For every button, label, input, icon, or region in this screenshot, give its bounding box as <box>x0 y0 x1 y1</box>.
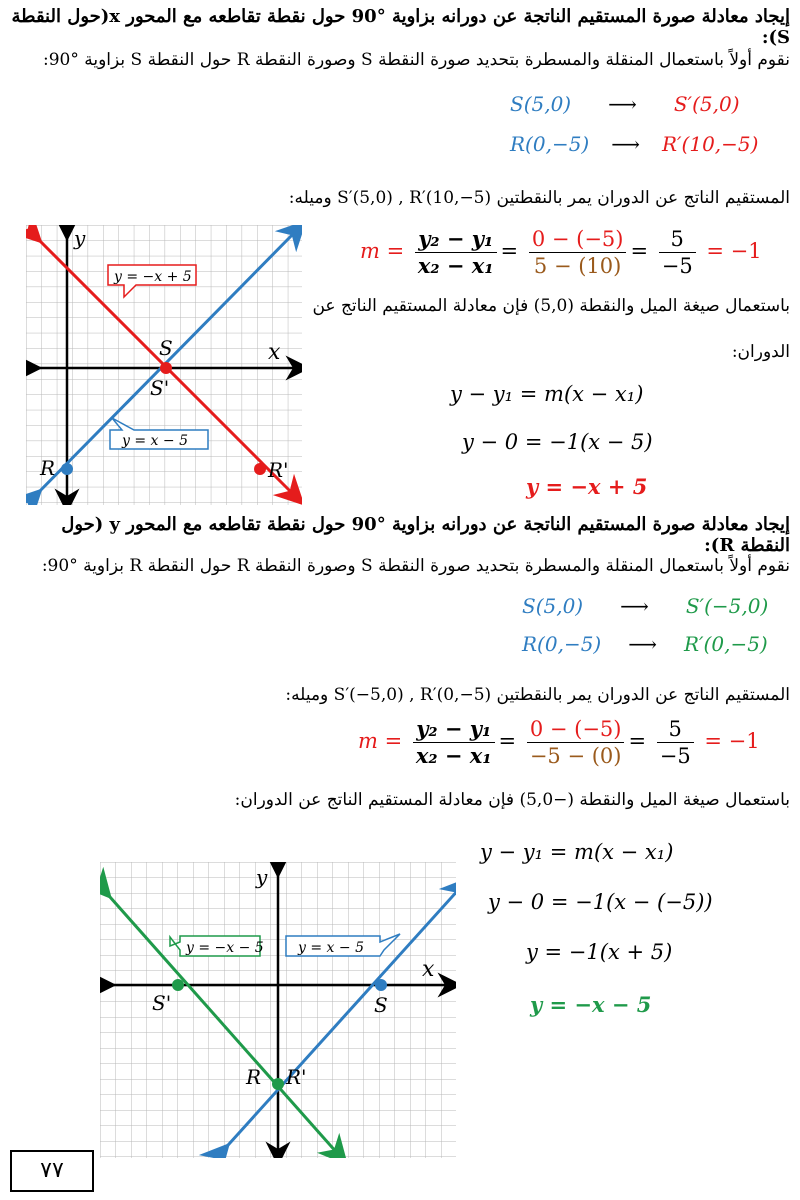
map-left: S(5,0) <box>510 92 572 116</box>
label-R-prime: R' <box>286 1065 307 1089</box>
map-right: S′(−5,0) <box>685 594 769 618</box>
section1-graph <box>26 225 302 505</box>
page-number: ٧٧ <box>10 1150 94 1192</box>
point-S-prime <box>172 979 184 991</box>
map-right: S′(5,0) <box>673 92 740 116</box>
frac-den: −5 <box>659 744 691 768</box>
map-arrow: ⟶ <box>620 594 649 618</box>
section2-graph <box>100 862 456 1158</box>
section2-heading: إيجاد معادلة صورة المستقيم الناتجة عن دورانه بزاوية °90 حول نقطة تقاطعه مع المحور y (حول النقطة R): <box>61 514 790 556</box>
section1-heading: إيجاد معادلة صورة المستقيم الناتجة عن دورانه بزاوية °90 حول نقطة تقاطعه مع المحور x(حول النقطة S): <box>11 6 790 48</box>
slope-result: = −1 <box>704 729 760 753</box>
map-arrow: ⟶ <box>608 92 637 116</box>
slope-frac-3 <box>657 716 694 769</box>
section1-slope: m = $\frac{\text{y₂ − y₁}}{\text{x₂ − x₁}}$ = $\frac{0 - (-5)}{5 - (10)}$ = $\frac{5}{-5}$ = −1 <box>360 226 762 278</box>
point-R <box>61 463 73 475</box>
section2-eq3: y = −1(x + 5) <box>526 940 673 964</box>
axis-x-label: x <box>422 957 435 982</box>
frac-den: −5 <box>661 254 693 278</box>
section1-mapping-2 <box>510 132 758 156</box>
slope-frac-2 <box>529 226 627 279</box>
label-S-prime: S' <box>150 376 170 400</box>
map-arrow: ⟶ <box>628 632 657 656</box>
frac-num: 5 <box>659 226 696 253</box>
frac-num: y₂ − y₁ <box>415 226 497 253</box>
section2-intro: نقوم أولاً باستعمال المنقلة والمسطرة بتحديد صورة النقطة S وصورة النقطة R حول النقطة R بزاوية °90: <box>41 556 790 576</box>
point-R <box>272 1078 284 1090</box>
slope-frac-1 <box>415 226 497 279</box>
map-right: R′(10,−5) <box>661 132 759 156</box>
slope-m: m = <box>358 729 403 753</box>
map-left: S(5,0) <box>522 594 584 618</box>
map-left: R(0,−5) <box>522 632 602 656</box>
section2-point-slope-text: باستعمال صيغة الميل والنقطة (−5,0) فإن معادلة المستقيم الناتج عن الدوران: <box>234 790 790 810</box>
section1-eq3: y = −x + 5 <box>526 474 648 499</box>
map-left: R(0,−5) <box>510 132 590 156</box>
frac-den: 5 − (10) <box>533 254 622 278</box>
section1-intro: نقوم أولاً باستعمال المنقلة والمسطرة بتحديد صورة النقطة S وصورة النقطة R حول النقطة S بزاوية °90: <box>42 50 790 70</box>
section2-slope: m = $\frac{\text{y₂ − y₁}}{\text{x₂ − x₁}}$ = $\frac{0 - (-5)}{-5 - (0)}$ = $\frac{5}{-5}$ = −1 <box>358 716 760 768</box>
label-S: S <box>159 336 173 360</box>
section2-mapping-2 <box>522 632 768 656</box>
section1-point-slope-text: باستعمال صيغة الميل والنقطة (5,0) فإن معادلة المستقيم الناتج عن <box>312 296 790 316</box>
map-arrow: ⟶ <box>611 132 640 156</box>
slope-frac-2 <box>527 716 625 769</box>
frac-den: x₂ − x₁ <box>415 743 492 768</box>
section2-line-passes: المستقيم الناتج عن الدوران يمر بالنقطتين S′(−5,0) , R′(0,−5) وميله: <box>285 685 790 705</box>
section2-mapping-1 <box>522 594 768 618</box>
label-S: S <box>374 993 388 1017</box>
blue-line-label: y = x − 5 <box>122 433 188 449</box>
axis-y-label: y <box>74 226 86 250</box>
point-R-prime <box>254 463 266 475</box>
label-R-prime: R' <box>268 458 289 482</box>
label-R: R <box>246 1065 262 1089</box>
label-S-prime: S' <box>152 991 172 1015</box>
frac-den: −5 − (0) <box>529 744 622 768</box>
section2-eq2: y − 0 = −1(x − (−5)) <box>488 890 713 914</box>
section2-eq4: y = −x − 5 <box>530 992 652 1017</box>
label-R: R <box>40 456 56 480</box>
axis-y-label: y <box>256 865 268 889</box>
blue-line-label: y = x − 5 <box>298 940 364 956</box>
slope-result: = −1 <box>706 239 762 263</box>
slope-frac-1 <box>413 716 495 769</box>
frac-num: y₂ − y₁ <box>413 716 495 743</box>
green-line-label: y = −x − 5 <box>186 940 264 956</box>
frac-den: x₂ − x₁ <box>417 253 494 278</box>
section1-eq2: y − 0 = −1(x − 5) <box>462 430 653 454</box>
point-S <box>375 979 387 991</box>
slope-m: m = <box>360 239 405 263</box>
red-line-label: y = −x + 5 <box>114 269 192 285</box>
map-right: R′(0,−5) <box>683 632 768 656</box>
frac-num: 5 <box>657 716 694 743</box>
slope-frac-3 <box>659 226 696 279</box>
section1-point-slope-text2: الدوران: <box>731 342 790 362</box>
section1-line-passes: المستقيم الناتج عن الدوران يمر بالنقطتين S′(5,0) , R′(10,−5) وميله: <box>288 188 790 208</box>
section2-eq1: y − y₁ = m(x − x₁) <box>480 840 674 864</box>
frac-num: 0 − (−5) <box>529 226 627 253</box>
section1-mapping-1 <box>510 92 740 116</box>
section1-eq1: y − y₁ = m(x − x₁) <box>450 382 644 406</box>
axis-x-label: x <box>268 340 281 365</box>
point-S <box>160 362 172 374</box>
frac-num: 0 − (−5) <box>527 716 625 743</box>
